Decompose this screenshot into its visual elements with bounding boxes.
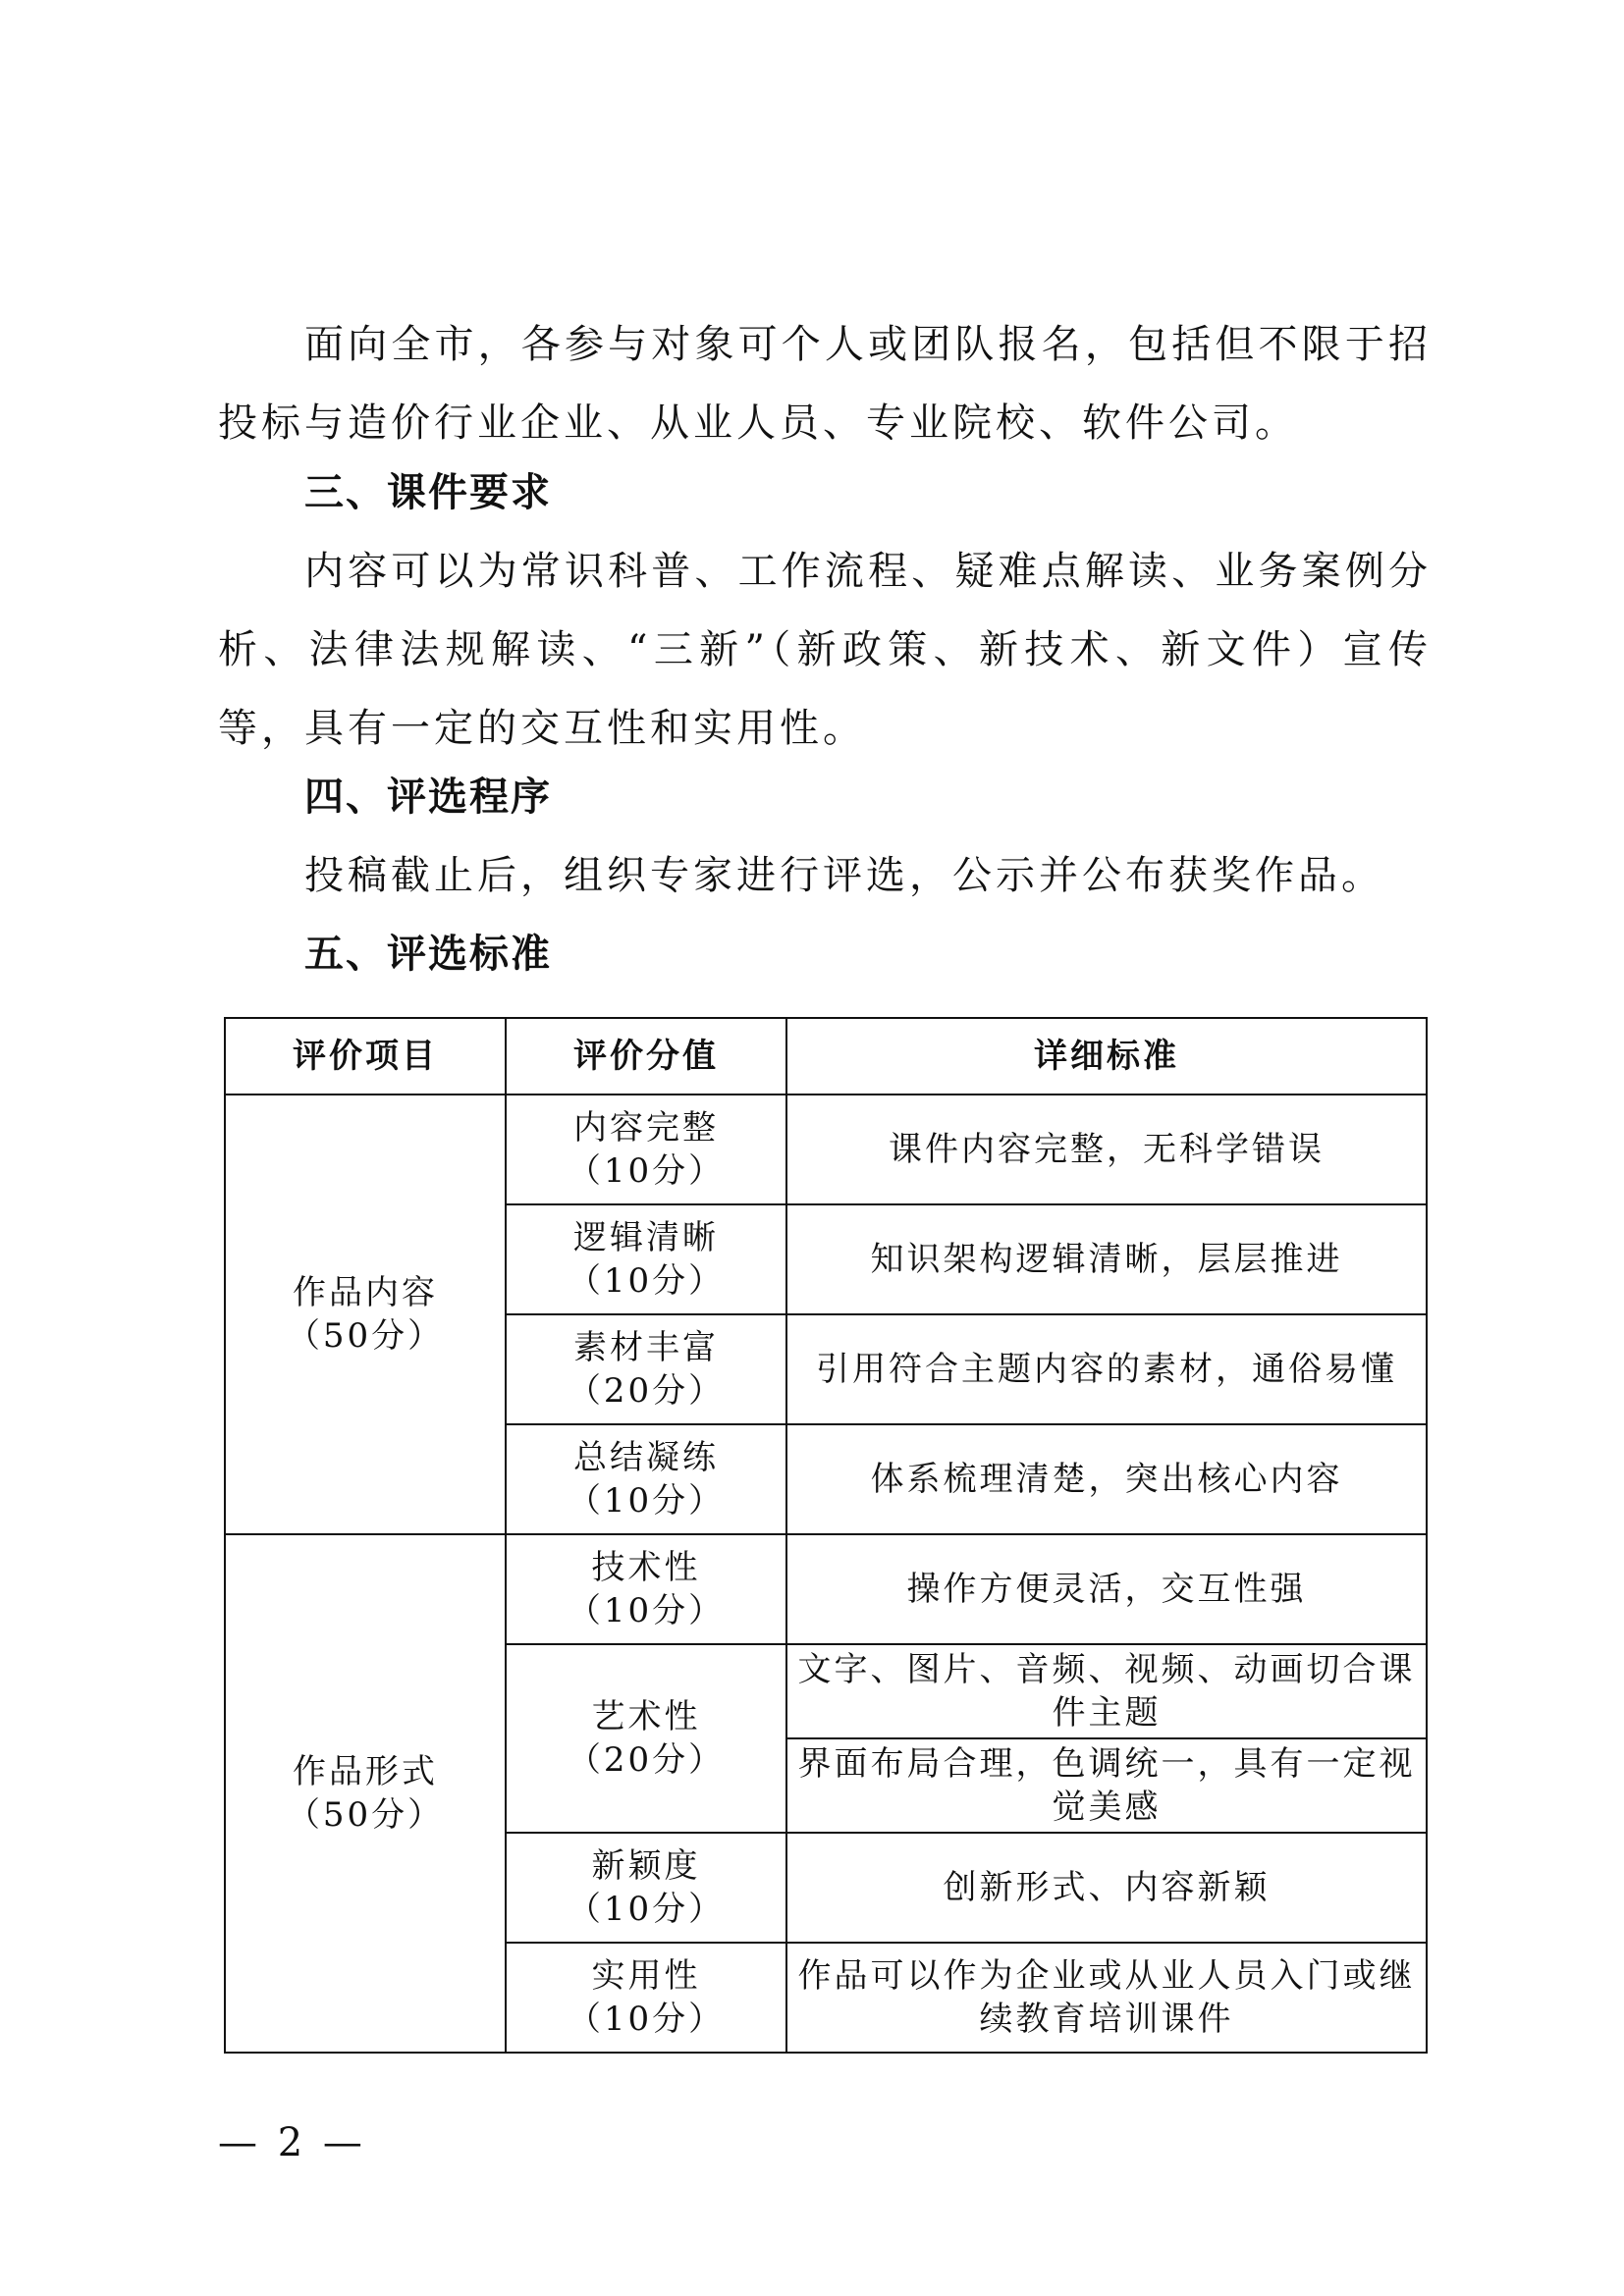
criterion-score: （20分） xyxy=(567,1740,726,1780)
table-row xyxy=(225,1534,1427,1644)
group-cell-content xyxy=(225,1095,506,1534)
score-cell xyxy=(506,1314,786,1424)
criteria-table xyxy=(224,1017,1428,2054)
score-cell xyxy=(506,1204,786,1314)
group-item-score: （50分） xyxy=(286,1795,445,1835)
score-cell xyxy=(506,1534,786,1644)
header-score: 评价分值 xyxy=(506,1018,786,1095)
score-cell xyxy=(506,1943,786,2053)
courseware-requirements-paragraph: 内容可以为常识科普、工作流程、疑难点解读、业务案例分析、法律法规解读、“三新”（新政策、新技术、新文件）宣传等，具有一定的交互性和实用性。 xyxy=(218,549,1432,751)
score-cell xyxy=(506,1424,786,1534)
criteria-detail: 创新形式、内容新颖 xyxy=(786,1833,1427,1943)
score-cell xyxy=(506,1095,786,1204)
criterion-score: （10分） xyxy=(567,1151,726,1191)
criterion-score: （10分） xyxy=(567,2000,726,2039)
criteria-detail: 作品可以作为企业或从业人员入门或继续教育培训课件 xyxy=(786,1943,1427,2053)
group-item-score: （50分） xyxy=(286,1316,445,1356)
group-item-name: 作品形式 xyxy=(293,1752,438,1791)
header-criteria: 详细标准 xyxy=(786,1018,1427,1095)
section-heading-selection-procedure: 四、评选程序 xyxy=(304,774,552,820)
criterion-score: （10分） xyxy=(567,1591,726,1630)
header-item: 评价项目 xyxy=(225,1018,506,1095)
section-heading-selection-criteria: 五、评选标准 xyxy=(304,932,552,977)
section-heading-courseware-requirements: 三、课件要求 xyxy=(304,470,552,515)
criterion-name: 逻辑清晰 xyxy=(573,1218,719,1257)
participants-paragraph: 面向全市，各参与对象可个人或团队报名，包括但不限于招投标与造价行业企业、从业人员、专业院校、软件公司。 xyxy=(218,322,1432,446)
page-number: — 2 — xyxy=(218,2120,366,2165)
criterion-score: （10分） xyxy=(567,1261,726,1301)
criteria-detail: 操作方便灵活，交互性强 xyxy=(786,1534,1427,1644)
table-header-row xyxy=(225,1018,1427,1095)
selection-procedure-paragraph: 投稿截止后，组织专家进行评选，公示并公布获奖作品。 xyxy=(304,853,1384,898)
criteria-detail: 界面布局合理，色调统一，具有一定视觉美感 xyxy=(786,1738,1427,1833)
criterion-name: 内容完整 xyxy=(573,1108,719,1148)
score-cell xyxy=(506,1644,786,1833)
criteria-detail: 文字、图片、音频、视频、动画切合课件主题 xyxy=(786,1644,1427,1738)
criterion-name: 艺术性 xyxy=(591,1697,701,1736)
criteria-detail: 知识架构逻辑清晰，层层推进 xyxy=(786,1204,1427,1314)
criteria-detail: 引用符合主题内容的素材，通俗易懂 xyxy=(786,1314,1427,1424)
criterion-name: 实用性 xyxy=(591,1956,701,1996)
criterion-name: 总结凝练 xyxy=(573,1438,719,1477)
criteria-detail: 体系梳理清楚，突出核心内容 xyxy=(786,1424,1427,1534)
criterion-name: 新颖度 xyxy=(591,1846,701,1886)
criterion-name: 技术性 xyxy=(591,1548,701,1587)
group-item-name: 作品内容 xyxy=(293,1273,438,1312)
score-cell xyxy=(506,1833,786,1943)
table-row xyxy=(225,1095,1427,1204)
criterion-score: （20分） xyxy=(567,1371,726,1411)
criterion-name: 素材丰富 xyxy=(573,1328,719,1367)
group-cell-form xyxy=(225,1534,506,2053)
criterion-score: （10分） xyxy=(567,1890,726,1929)
criterion-score: （10分） xyxy=(567,1481,726,1521)
criteria-detail: 课件内容完整，无科学错误 xyxy=(786,1095,1427,1204)
